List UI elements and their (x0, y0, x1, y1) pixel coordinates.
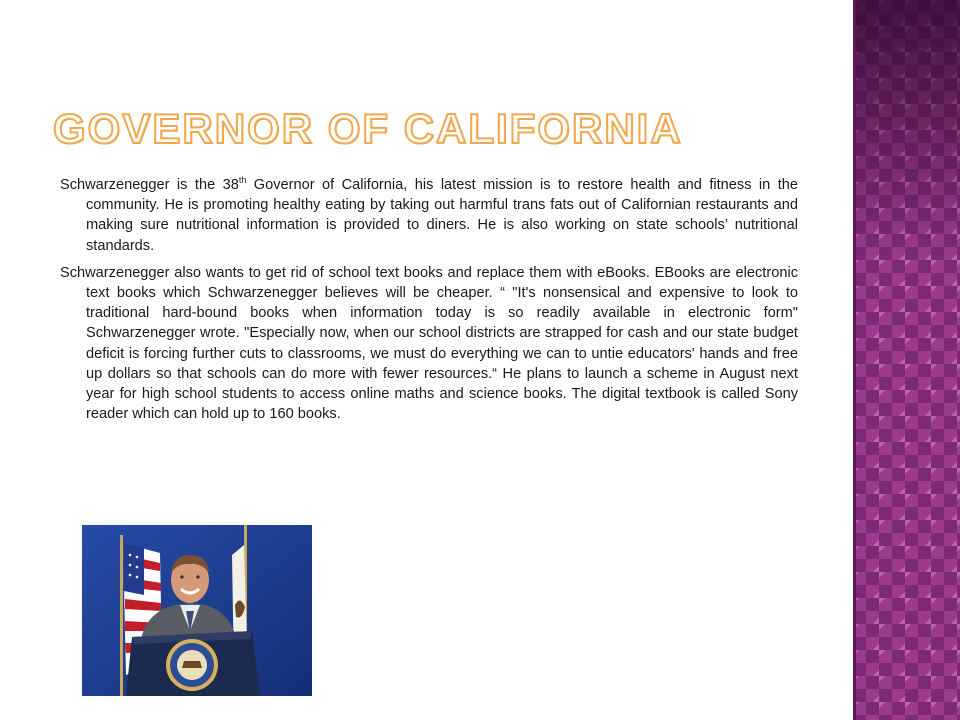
podium (126, 631, 260, 696)
governor-photo (82, 525, 312, 696)
paragraph-2: Schwarzenegger also wants to get rid of school text books and replace them with eBooks. EBooks are electronic text books which Schwarzenegger believes will be cheaper. “ "It's nonsensical and expensive to look to traditional hard-bound books when information today is so readily available in electronic form" Schwarzenegger wrote. "Especially now, when our school districts are strapped for cash and our state budget deficit is forcing further cuts to classrooms, we must do everything we can to untie educators' hands and free up dollars so that schools can do more with fewer resources.“ He plans to launch a scheme in August next year for high school students to access online maths and science books. The digital textbook is called Sony reader which can hold up to 160 books. (60, 264, 798, 423)
decorative-side-panel (853, 0, 960, 720)
slide-title: GOVERNOR OF CALIFORNIA (53, 105, 683, 152)
paragraph-1-rest: Governor of California, his latest mission is to restore health and fitness in the community. He is promoting healthy eating by taking out harmful trans fats out of Californian restaurants and making sure nutritional information is provided to diners. He is also working on state schools’ nutritional standards. (86, 177, 798, 254)
paragraph-1-start: Schwarzenegger is the 38 (60, 177, 239, 193)
ordinal-suffix: th (238, 175, 247, 185)
slide-body (60, 175, 798, 431)
paragraph-1 (60, 175, 798, 256)
